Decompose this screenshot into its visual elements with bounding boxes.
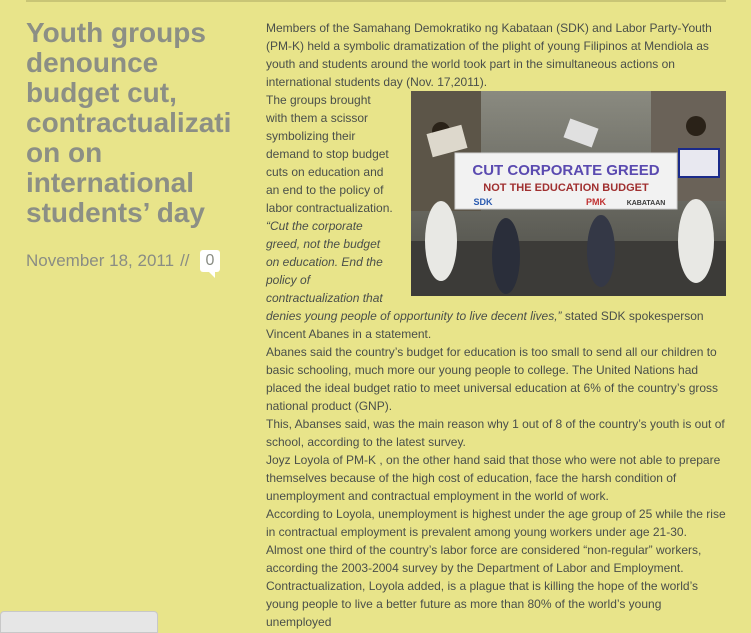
bottom-floating-tab[interactable] (0, 611, 158, 633)
quote-text: “Cut the corporate greed, not the budget on education. End the policy of contractualization that denies young people of opportunity to live decent lives,” (266, 219, 562, 323)
paragraph-budget: Abanes said the country’s budget for education is too small to send all our children to basic schooling, much more our young people to college. The United Nations had placed the ideal budget ratio to meet universal education at 6% of the country’s gross national product (GNP). (266, 345, 719, 413)
paragraph-contractualization: Contractualization, Loyola added, is a plague that is killing the hope of the world’s young people to live a better future as more than 80% of the world’s young unemployed (266, 579, 699, 629)
post-meta (26, 250, 220, 272)
comment-count-badge[interactable]: 0 (200, 250, 221, 272)
post-date: November 18, 2011 (26, 251, 175, 270)
article-body (266, 19, 726, 631)
paragraph-non-regular: Almost one third of the country’s labor force are considered “non-regular” workers, according the 2003-2004 survey by the Department of Labor and Employment. (266, 543, 702, 575)
paragraph-intro: Members of the Samahang Demokratiko ng Kabataan (SDK) and Labor Party-Youth (PM-K) held a symbolic dramatization of the plight of young Filipinos at Mendiola as youth and students around the world took part in the simultaneous actions on international students day (Nov. 17,2011). (266, 21, 712, 89)
protest-photo[interactable] (411, 91, 726, 296)
post-title[interactable]: Youth groups denounce budget cut, contractualizati on on international students’ day (26, 17, 232, 228)
banner-kabataan-label: KABATAAN (626, 200, 666, 207)
quote-attribution: stated SDK spokesperson Vincent Abanes in a statement. (266, 309, 704, 341)
top-divider (26, 0, 726, 2)
paragraph-unemployment: According to Loyola, unemployment is highest under the age group of 25 while the rise in contractual employment is prevalent among young workers under age 21-30. (266, 507, 726, 539)
paragraph-out-of-school: This, Abanses said, was the main reason why 1 out of 8 of the country’s youth is out of school, according to the latest survey. (266, 417, 725, 449)
banner-text-line2: NOT THE EDUCATION BUDGET (483, 182, 649, 194)
paragraph-loyola: Joyz Loyola of PM-K , on the other hand said that those who were not able to prepare themselves because of the high cost of education, face the harsh condition of unemployment and contractual employment in the world of work. (266, 453, 721, 503)
banner-sdk-label: SDK (473, 197, 493, 207)
meta-separator: // (180, 251, 190, 270)
scissor-text: The groups brought with them a scissor symbolizing their demand to stop budget cuts on education and an end to the policy of labor contractualization. (266, 93, 393, 215)
banner-text-line1: CUT CORPORATE GREED (472, 162, 660, 179)
banner-pmk-label: PMK (586, 197, 606, 207)
